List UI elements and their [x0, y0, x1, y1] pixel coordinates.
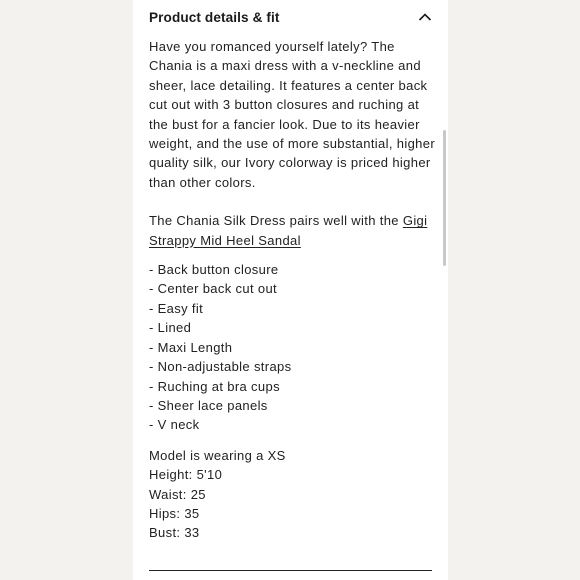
feature-item: - Ruching at bra cups [149, 378, 280, 394]
feature-item: - Easy fit [149, 300, 204, 316]
pairs-well-text [149, 211, 441, 250]
section-divider [149, 570, 432, 571]
feature-item: - Non-adjustable straps [149, 359, 292, 375]
section-title: Product details & fit [149, 10, 280, 25]
model-height: Height: 5'10 [149, 467, 223, 483]
model-bust: Bust: 33 [149, 525, 200, 541]
model-hips: Hips: 35 [149, 505, 200, 521]
product-details-header[interactable] [149, 9, 432, 27]
feature-item: - Center back cut out [149, 281, 278, 297]
feature-item: - Lined [149, 320, 192, 336]
feature-item: - V neck [149, 417, 200, 433]
pairs-prefix: The Chania Silk Dress pairs well with the [149, 213, 403, 229]
chevron-up-icon[interactable] [418, 11, 432, 23]
feature-item: - Maxi Length [149, 339, 233, 355]
scrollbar-thumb[interactable] [443, 130, 446, 266]
model-size: Model is wearing a XS [149, 447, 286, 463]
model-waist: Waist: 25 [149, 486, 206, 502]
feature-item: - Back button closure [149, 262, 279, 278]
description-paragraph: Have you romanced yourself lately? The Chania is a maxi dress with a v-neckline and sheer, lace detailing. It features a center back cut out with 3 button closures and ruching at the bust for a fancier look. Due to its heavier weight, and the use of more substantial, higher quality silk, our Ivory colorway is priced higher than other colors. [149, 39, 436, 190]
product-details-content [149, 37, 441, 543]
gigi-sandal-link[interactable]: Gigi Strappy Mid Heel Sandal [149, 213, 428, 248]
product-details-panel [133, 0, 448, 580]
feature-item: - Sheer lace panels [149, 397, 268, 413]
